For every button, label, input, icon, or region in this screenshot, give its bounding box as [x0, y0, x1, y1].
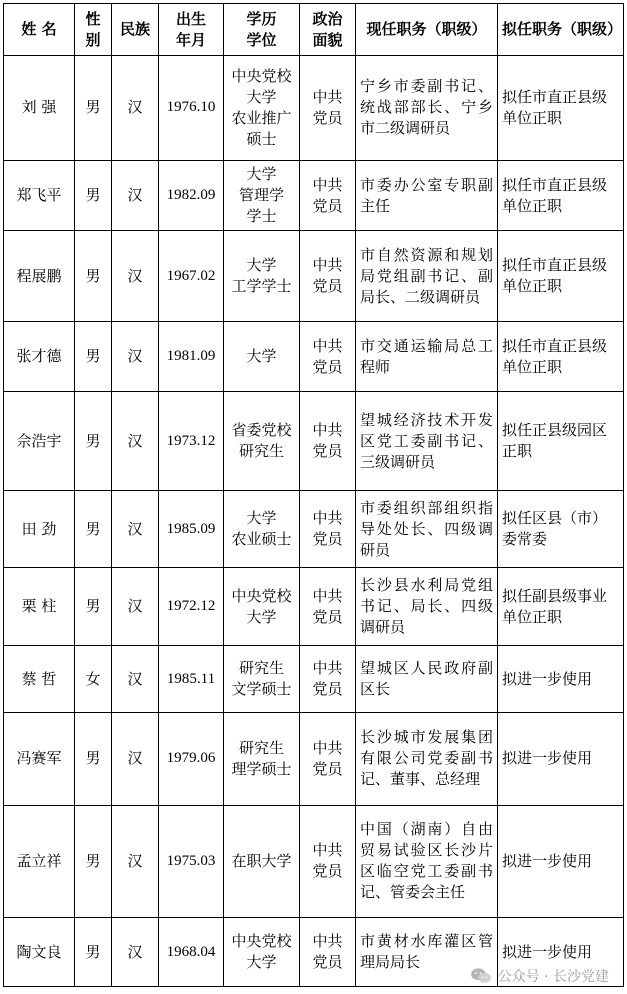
table-row [4, 491, 624, 568]
cell-education: 大学 工学学士 [224, 231, 300, 322]
cell-education: 大学 [224, 321, 300, 392]
cell-gender: 男 [75, 231, 112, 322]
cell-education: 研究生 理学硕士 [224, 712, 300, 805]
cell-education: 在职大学 [224, 805, 300, 918]
cell-gender: 男 [75, 491, 112, 568]
header-row [4, 4, 624, 56]
cell-birth: 1968.04 [159, 918, 224, 987]
cell-ethnicity: 汉 [112, 646, 159, 713]
wechat-icon [470, 967, 492, 985]
table-row [4, 160, 624, 231]
cell-politics: 中共 党员 [300, 321, 356, 392]
cell-politics: 中共 党员 [300, 805, 356, 918]
cell-current-position: 长沙城市发展集团有限公司党委副书记、董事、总经理 [356, 712, 498, 805]
cell-ethnicity: 汉 [112, 918, 159, 987]
cell-current-position: 市委组织部组织指导处处长、四级调研员 [356, 491, 498, 568]
cell-name: 刘 强 [4, 56, 75, 161]
cell-name: 程展鹏 [4, 231, 75, 322]
cell-name: 郑飞平 [4, 160, 75, 231]
cell-ethnicity: 汉 [112, 56, 159, 161]
cell-birth: 1979.06 [159, 712, 224, 805]
cell-gender: 男 [75, 392, 112, 491]
table-row [4, 646, 624, 713]
cell-ethnicity: 汉 [112, 805, 159, 918]
cell-ethnicity: 汉 [112, 567, 159, 646]
watermark-text: 公众号 · 长沙党建 [497, 969, 609, 985]
header-proposed-position: 拟任职务（职级） [498, 4, 624, 56]
cell-current-position: 市交通运输局总工程师 [356, 321, 498, 392]
cell-current-position: 市委办公室专职副主任 [356, 160, 498, 231]
cell-birth: 1975.03 [159, 805, 224, 918]
cell-proposed-position: 拟任市直正县级单位正职 [498, 160, 624, 231]
cell-proposed-position: 拟进一步使用 [498, 646, 624, 713]
cell-proposed-position: 拟进一步使用 [498, 805, 624, 918]
header-gender: 性别 [75, 4, 112, 56]
table-row [4, 231, 624, 322]
cell-politics: 中共 党员 [300, 491, 356, 568]
cell-politics: 中共 党员 [300, 160, 356, 231]
cell-birth: 1982.09 [159, 160, 224, 231]
header-current-position: 现任职务（职级） [356, 4, 498, 56]
cell-gender: 男 [75, 712, 112, 805]
cell-name: 栗 柱 [4, 567, 75, 646]
cell-name: 佘浩宇 [4, 392, 75, 491]
cell-current-position: 市黄材水库灌区管理局局长 [356, 918, 498, 987]
header-birth: 出生 年月 [159, 4, 224, 56]
cell-politics: 中共 党员 [300, 712, 356, 805]
cell-name: 张才德 [4, 321, 75, 392]
cell-birth: 1967.02 [159, 231, 224, 322]
cell-proposed-position: 拟任市直正县级单位正职 [498, 321, 624, 392]
cell-ethnicity: 汉 [112, 712, 159, 805]
table-row [4, 321, 624, 392]
cell-birth: 1985.09 [159, 491, 224, 568]
table-row [4, 392, 624, 491]
watermark [470, 966, 609, 986]
cell-education: 省委党校 研究生 [224, 392, 300, 491]
cell-birth: 1985.11 [159, 646, 224, 713]
cell-politics: 中共 党员 [300, 392, 356, 491]
cell-proposed-position: 拟进一步使用 [498, 712, 624, 805]
table-row [4, 56, 624, 161]
cell-ethnicity: 汉 [112, 321, 159, 392]
cell-proposed-position: 拟任市直正县级单位正职 [498, 56, 624, 161]
cell-gender: 男 [75, 805, 112, 918]
personnel-table [3, 3, 624, 987]
cell-gender: 男 [75, 321, 112, 392]
cell-birth: 1973.12 [159, 392, 224, 491]
cell-proposed-position: 拟任市直正县级单位正职 [498, 231, 624, 322]
cell-ethnicity: 汉 [112, 392, 159, 491]
cell-gender: 男 [75, 160, 112, 231]
cell-education: 中央党校 大学 [224, 918, 300, 987]
cell-ethnicity: 汉 [112, 231, 159, 322]
cell-current-position: 望城区人民政府副区长 [356, 646, 498, 713]
cell-education: 中央党校 大学 农业推广 硕士 [224, 56, 300, 161]
cell-proposed-position: 拟任副县级事业单位正职 [498, 567, 624, 646]
cell-name: 冯赛军 [4, 712, 75, 805]
cell-education: 中央党校 大学 [224, 567, 300, 646]
cell-name: 蔡 哲 [4, 646, 75, 713]
cell-birth: 1981.09 [159, 321, 224, 392]
cell-gender: 男 [75, 918, 112, 987]
cell-education: 大学 管理学 学士 [224, 160, 300, 231]
cell-ethnicity: 汉 [112, 491, 159, 568]
header-politics: 政治 面貌 [300, 4, 356, 56]
cell-ethnicity: 汉 [112, 160, 159, 231]
cell-politics: 中共 党员 [300, 646, 356, 713]
cell-proposed-position: 拟进一步使用 [498, 918, 624, 987]
table-row [4, 805, 624, 918]
cell-current-position: 望城经济技术开发区党工委副书记、三级调研员 [356, 392, 498, 491]
cell-name: 孟立祥 [4, 805, 75, 918]
cell-politics: 中共 党员 [300, 56, 356, 161]
cell-current-position: 市自然资源和规划局党组副书记、副局长、二级调研员 [356, 231, 498, 322]
header-name: 姓 名 [4, 4, 75, 56]
cell-current-position: 宁乡市委副书记、统战部部长、宁乡市二级调研员 [356, 56, 498, 161]
table-row [4, 567, 624, 646]
cell-politics: 中共 党员 [300, 918, 356, 987]
cell-education: 研究生 文学硕士 [224, 646, 300, 713]
cell-politics: 中共 党员 [300, 567, 356, 646]
header-ethnicity: 民族 [112, 4, 159, 56]
cell-name: 陶文良 [4, 918, 75, 987]
cell-gender: 女 [75, 646, 112, 713]
cell-gender: 男 [75, 56, 112, 161]
cell-politics: 中共 党员 [300, 231, 356, 322]
cell-current-position: 长沙县水利局党组书记、局长、四级调研员 [356, 567, 498, 646]
table-row [4, 712, 624, 805]
cell-birth: 1972.12 [159, 567, 224, 646]
cell-proposed-position: 拟任正县级园区正职 [498, 392, 624, 491]
cell-proposed-position: 拟任区县（市）委常委 [498, 491, 624, 568]
cell-birth: 1976.10 [159, 56, 224, 161]
cell-gender: 男 [75, 567, 112, 646]
cell-name: 田 劲 [4, 491, 75, 568]
cell-education: 大学 农业硕士 [224, 491, 300, 568]
header-education: 学历 学位 [224, 4, 300, 56]
cell-current-position: 中国（湖南）自由贸易试验区长沙片区临空党工委副书记、管委会主任 [356, 805, 498, 918]
